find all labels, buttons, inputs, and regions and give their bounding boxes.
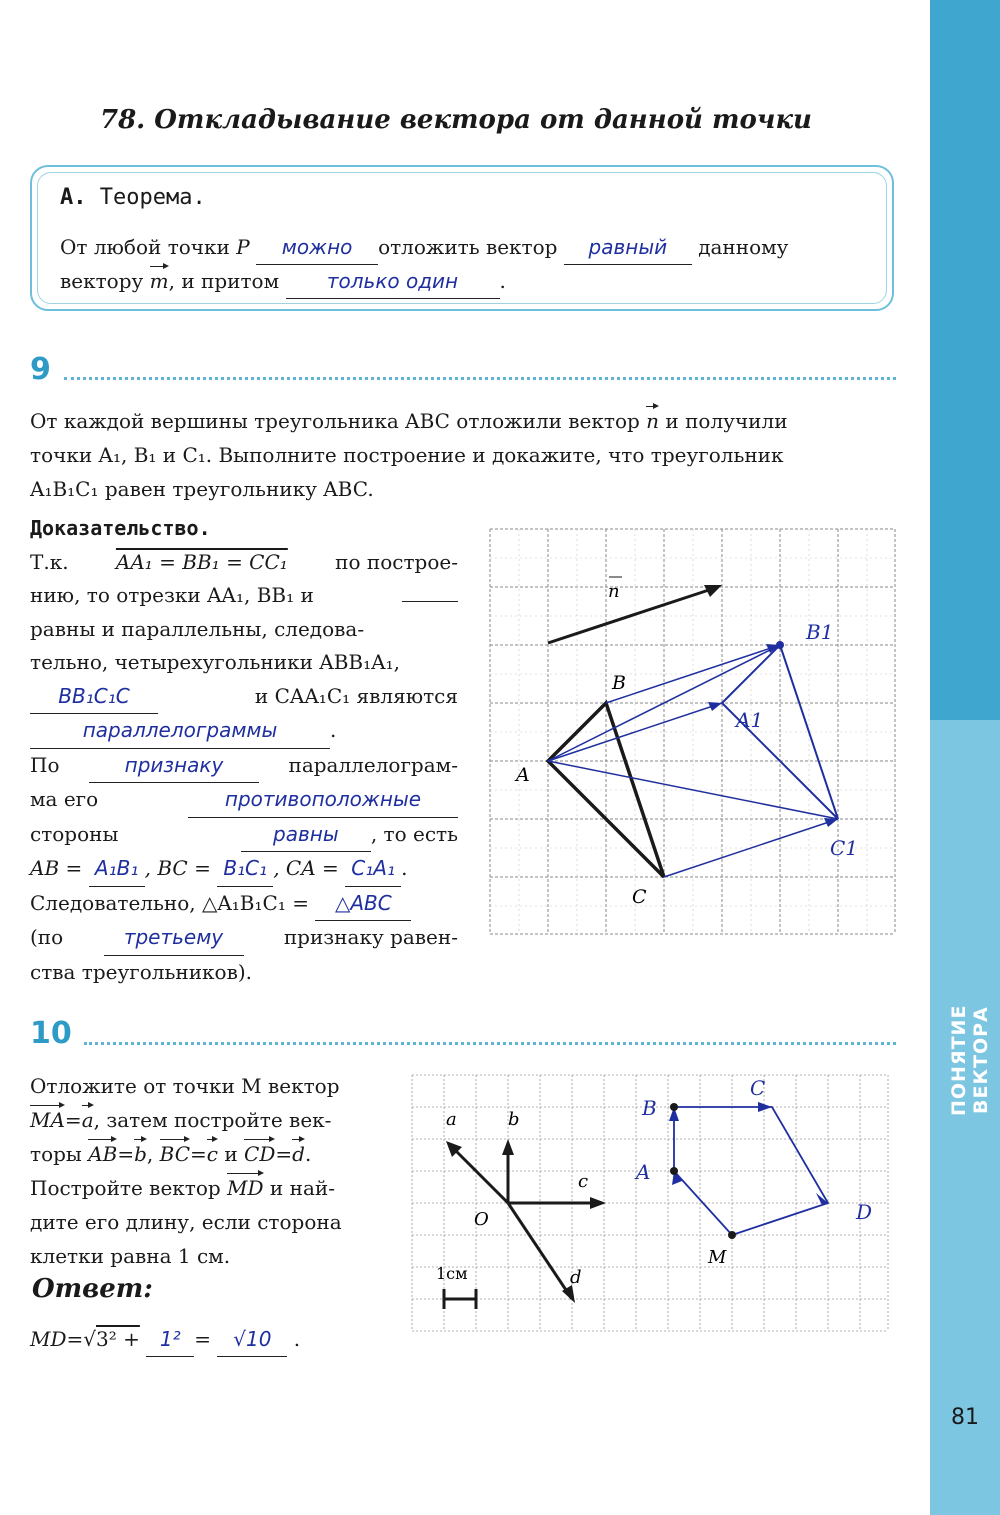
vector-ab: AB (88, 1137, 117, 1171)
proof-text: ства треугольников). (30, 959, 253, 984)
fill-ca[interactable]: C₁A₁ (345, 852, 401, 887)
label-o: O (474, 1209, 489, 1230)
proof-text: , то есть (370, 821, 458, 846)
label-b-point: B (642, 1096, 657, 1120)
answer-formula: MD=√3² + 1² = √10 . (30, 1322, 300, 1357)
task-10-number: 10 (30, 1016, 72, 1051)
statement-text: = (64, 1108, 82, 1132)
vector-cd: CD (244, 1137, 275, 1171)
side-chapter-label: ПОНЯТИЕ ВЕКТОРА (948, 1004, 992, 1116)
point-m (728, 1231, 736, 1239)
statement-text: и (224, 1142, 238, 1166)
theorem-text: , и притом (168, 269, 280, 293)
proof-text: . (401, 856, 408, 880)
formula-radicand: 3² + (96, 1327, 140, 1351)
vector-equality: AA₁ = BB₁ = CC₁ (115, 549, 288, 574)
proof-text: По (30, 752, 60, 777)
theorem-heading (60, 185, 206, 210)
sqrt-sign: √ (83, 1327, 97, 1351)
proof-text: по построе- (335, 549, 458, 574)
page-number: 81 (951, 1405, 979, 1430)
vector-a-text: a (82, 1103, 94, 1137)
label-b1: B1 (806, 620, 834, 644)
formula-text: MD (30, 1327, 67, 1351)
proof-period: . (330, 718, 337, 742)
fill-can[interactable]: можно (256, 230, 378, 265)
vector-n-line (548, 587, 718, 643)
vector-n: n (646, 404, 659, 438)
fill-equal[interactable]: равный (564, 230, 692, 265)
statement-text: , затем постройте век- (93, 1108, 332, 1132)
proof-text: , CA = (273, 856, 339, 880)
arrowhead-bc (758, 1102, 772, 1112)
formula-text: . (293, 1327, 301, 1351)
theorem-line-2 (60, 264, 880, 299)
vector-d-text: d (292, 1137, 305, 1171)
statement-text: Постройте вектор (30, 1176, 221, 1200)
scale-bar (444, 1289, 476, 1309)
statement-text: клетки равна 1 см. (30, 1244, 231, 1268)
proof-text: Т.к. (30, 549, 69, 574)
label-d-point: D (856, 1200, 873, 1224)
label-c-point: C (750, 1076, 766, 1100)
proof-text: параллелограм- (288, 752, 458, 777)
label-a-vec: a (446, 1109, 457, 1130)
page-title: 78. Откладывание вектора от данной точки (100, 105, 812, 135)
fill-result[interactable]: √10 (217, 1322, 287, 1357)
vector-md: MD (227, 1171, 264, 1205)
arrowhead-a1 (708, 702, 722, 711)
label-b: B (612, 672, 626, 694)
proof-text: тельно, четырехугольники ABB₁A₁, (30, 650, 400, 674)
label-n: n (608, 581, 620, 602)
proof-heading: Доказательство. (30, 516, 211, 540)
arrowhead-b (502, 1139, 514, 1155)
grid-minor (490, 529, 895, 934)
fill-one-squared[interactable]: 1² (146, 1322, 194, 1357)
proof-text: ма его (30, 787, 99, 811)
proof-text: и CAA₁C₁ являются (254, 683, 458, 708)
answer-label: Ответ: (32, 1274, 153, 1304)
proof-text: , BC = (144, 856, 211, 880)
statement-text: точки A₁, B₁ и C₁. Выполните построение и докажите, что треугольник (30, 443, 784, 467)
proof-text: AB = (30, 856, 83, 880)
arrowhead-c1 (824, 818, 838, 827)
theorem-line-1 (60, 230, 880, 265)
proof-text: признаку равен- (283, 925, 458, 949)
fill-triangle[interactable]: △ABC (315, 887, 411, 922)
label-c: C (632, 886, 647, 908)
fill-third[interactable]: третьему (104, 921, 244, 956)
theorem-text: отложить вектор (378, 235, 558, 259)
task-9-divider (64, 377, 896, 380)
proof-block (30, 512, 458, 989)
theorem-text: . (499, 269, 506, 293)
proof-text: стороны (30, 821, 119, 846)
point-a (670, 1167, 678, 1175)
formula-text: = (194, 1327, 212, 1351)
statement-text: От каждой вершины треугольника ABC отложили вектор (30, 409, 640, 433)
theorem-text: От любой точки (60, 235, 230, 259)
task-9-figure (488, 527, 898, 937)
label-a-point: A (636, 1160, 651, 1184)
fill-opposite[interactable]: противоположные (188, 783, 458, 818)
task-10-figure (410, 1073, 890, 1335)
fill-equal-sides[interactable]: равны (241, 818, 371, 853)
statement-text: Отложите от точки M вектор (30, 1074, 340, 1098)
arrowhead-c (590, 1197, 606, 1209)
label-m: M (708, 1247, 727, 1268)
vector-c-text: c (207, 1137, 218, 1171)
fill-only-one[interactable]: только один (286, 264, 500, 299)
vector-b-text: b (134, 1137, 147, 1171)
fill-parallelograms[interactable]: параллелограммы (30, 714, 330, 749)
theorem-text: данному (698, 235, 789, 259)
task-10-divider (84, 1042, 896, 1045)
proof-text: Следовательно, △A₁B₁C₁ = (30, 890, 309, 915)
statement-text: A₁B₁C₁ равен треугольнику ABC. (30, 477, 374, 501)
label-b-vec: b (508, 1109, 520, 1130)
fill-bc[interactable]: B₁C₁ (217, 852, 273, 887)
point-b (670, 1103, 678, 1111)
task-10-statement: Отложите от точки M вектор MA=a, затем постройте век- торы AB=b, BC=c и CD=d. Постройте вектор MD и най- дите его длину, если сторона клетки равна 1 см. (30, 1069, 400, 1273)
proof-text: равны и параллельны, следова- (30, 616, 365, 641)
theorem-label: А. (60, 185, 87, 210)
statement-text: торы (30, 1142, 82, 1166)
proof-text: нию, то отрезки AA₁, BB₁ и (30, 583, 314, 607)
label-d-vec: d (570, 1267, 582, 1288)
statement-text: и най- (269, 1176, 335, 1200)
task-9-statement (30, 404, 900, 506)
theorem-text: вектору (60, 269, 144, 293)
grid (490, 529, 895, 934)
proof-text: (по (30, 925, 64, 949)
task-9-number: 9 (30, 352, 51, 387)
vector-m: m (150, 264, 169, 298)
label-c-vec: c (578, 1171, 589, 1192)
blank-cc1[interactable] (402, 579, 458, 602)
vector-bc: BC (160, 1137, 190, 1171)
scale-label: 1см (436, 1264, 468, 1283)
fill-sign[interactable]: признаку (89, 749, 259, 784)
theorem-name: Теорема. (99, 185, 206, 210)
statement-text: дите его длину, если сторона (30, 1210, 342, 1234)
point-b1 (776, 641, 784, 649)
fill-ab[interactable]: A₁B₁ (89, 852, 145, 887)
vector-ma: MA (30, 1103, 65, 1137)
label-a: A (516, 764, 530, 786)
statement-text: и получили (665, 409, 788, 433)
fill-quadrilateral[interactable]: BB₁C₁C (30, 680, 158, 715)
label-a1: A1 (736, 708, 764, 732)
label-c1: C1 (830, 836, 859, 860)
theorem-point: P (236, 235, 250, 259)
